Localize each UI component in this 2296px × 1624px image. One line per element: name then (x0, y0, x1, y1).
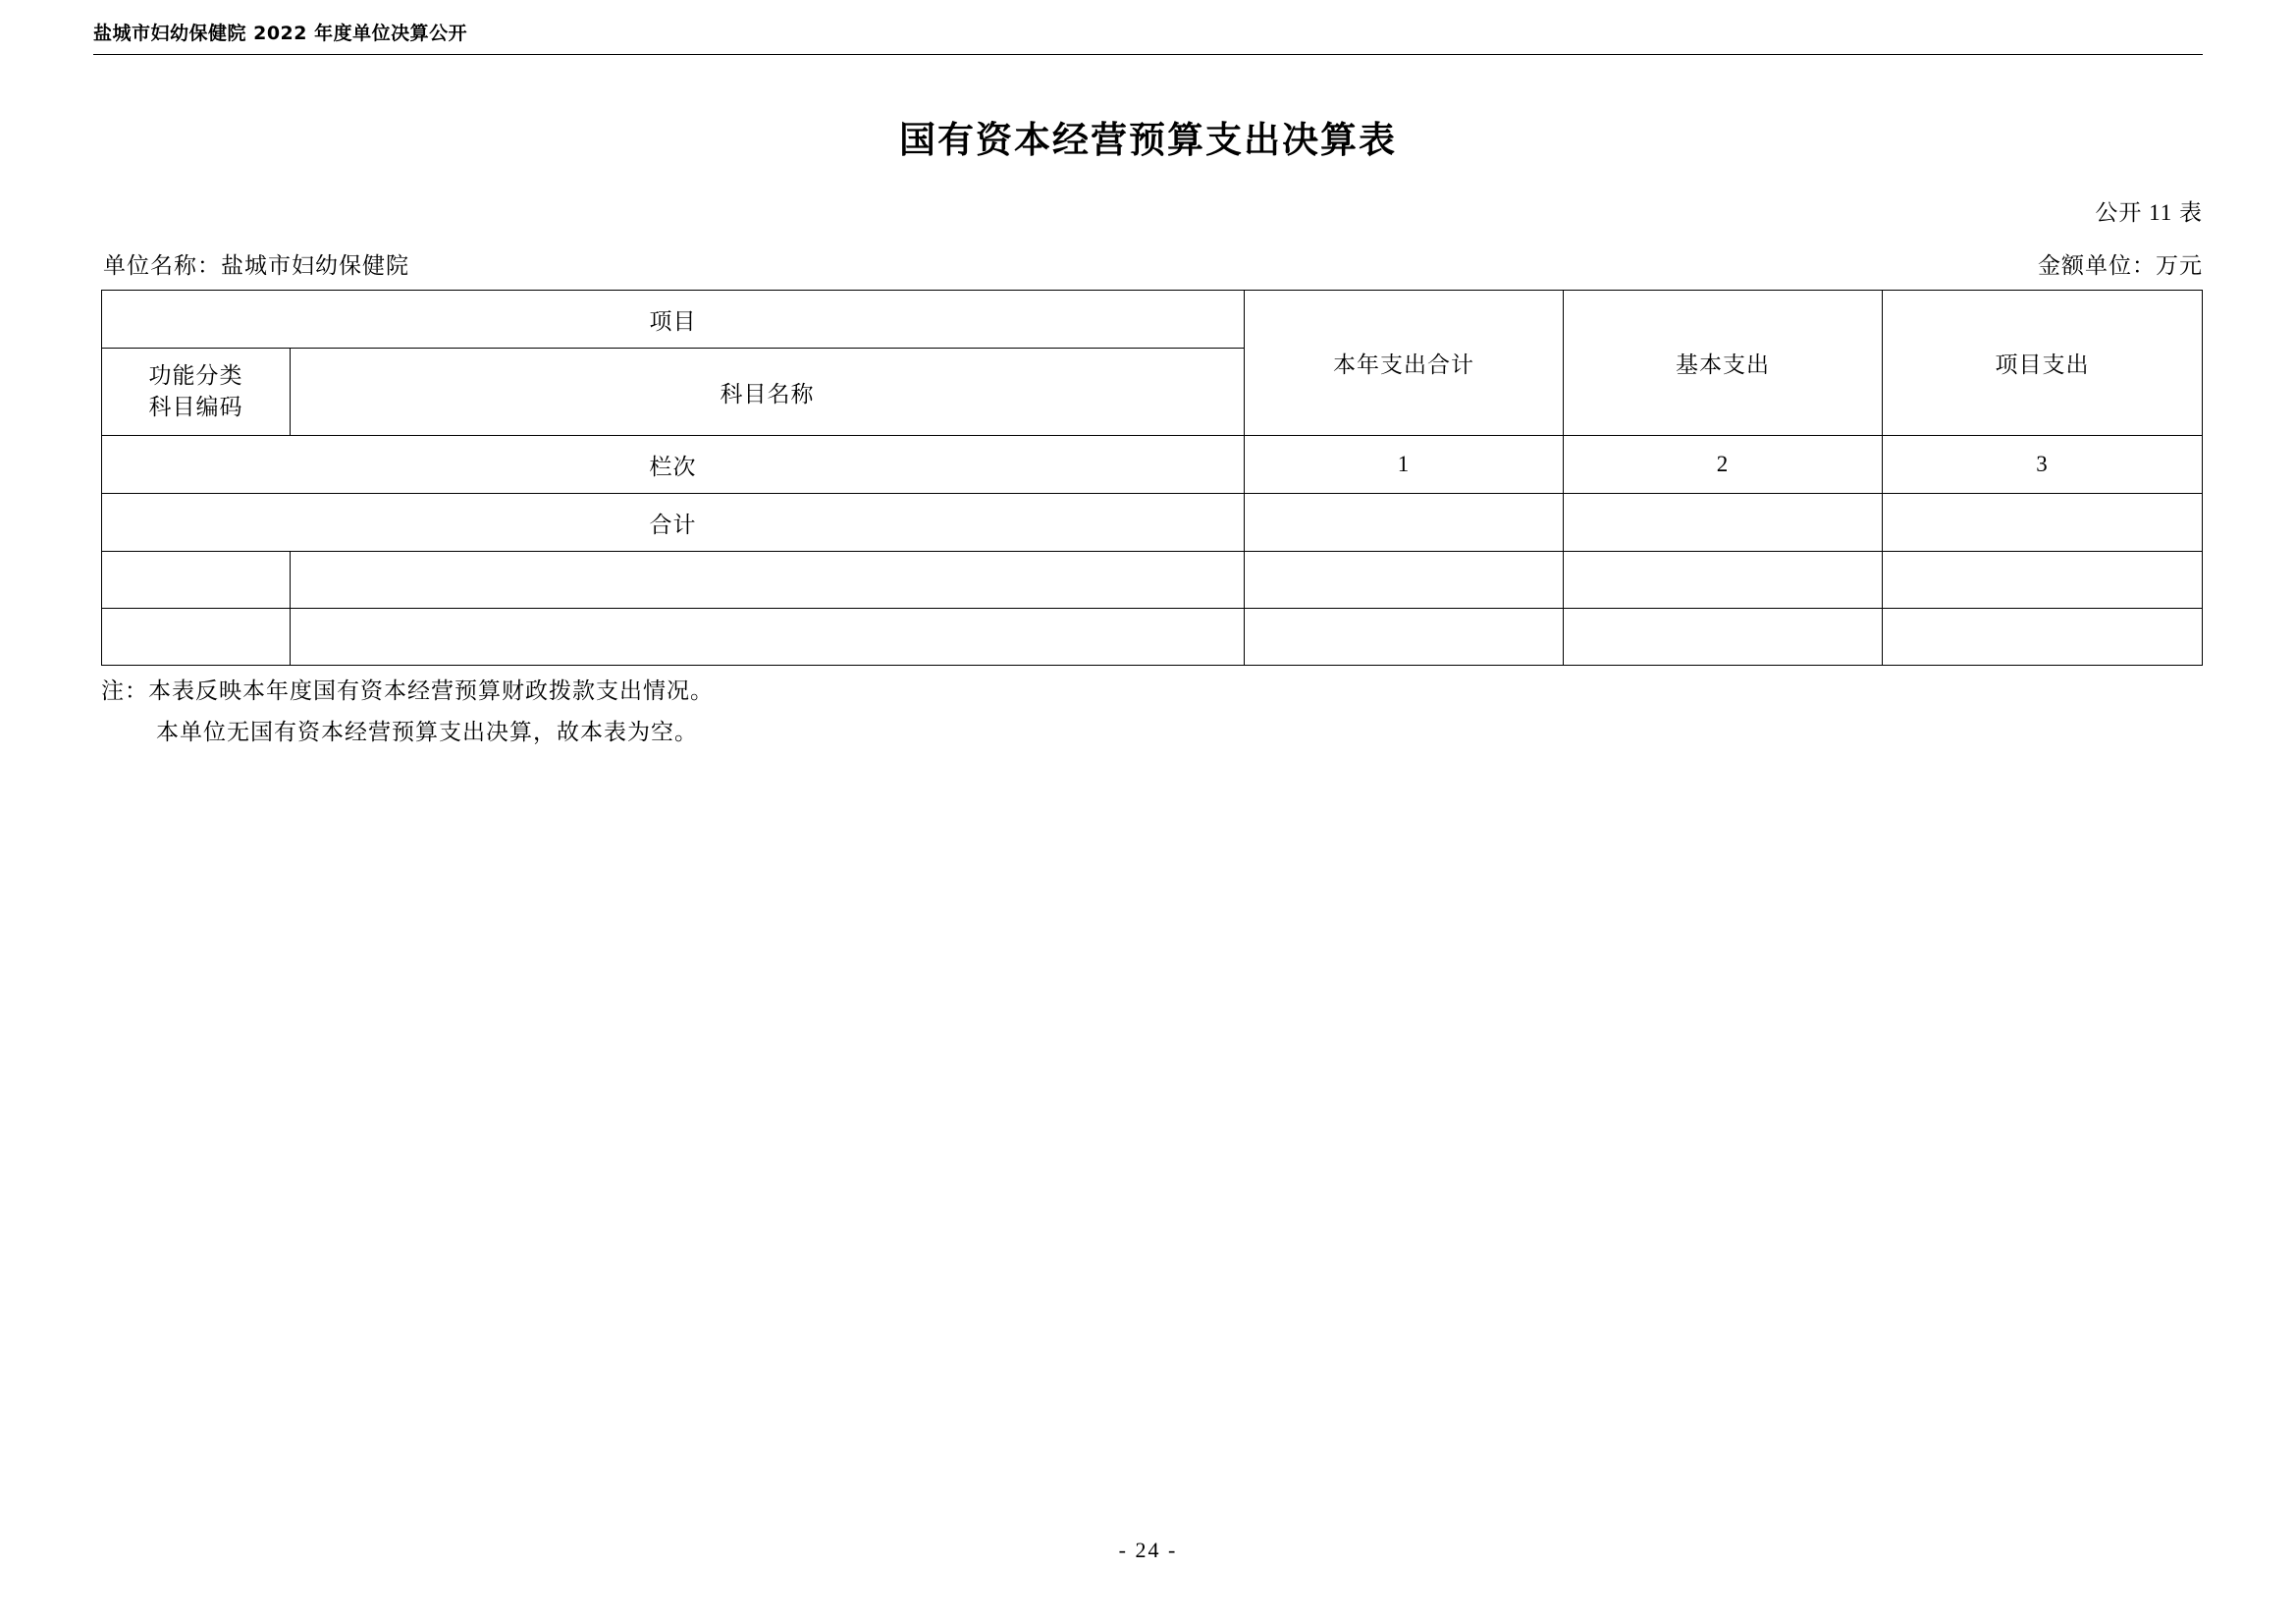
cell-project (1883, 494, 2203, 552)
column-index-1: 1 (1245, 436, 1564, 494)
table-row (102, 552, 2203, 609)
header-cell-function-code-line1: 功能分类 (148, 363, 243, 388)
budget-table (101, 290, 2203, 666)
header-cell-basic: 基本支出 (1564, 291, 1883, 436)
unit-name: 单位名称：盐城市妇幼保健院 (103, 253, 409, 278)
header-cell-subject-name: 科目名称 (291, 349, 1245, 436)
cell-basic (1564, 494, 1883, 552)
table-row (102, 609, 2203, 666)
cell-name (291, 552, 1245, 609)
cell-basic (1564, 609, 1883, 666)
note-line-1: 注：本表反映本年度国有资本经营预算财政拨款支出情况。 (101, 678, 714, 703)
header-divider (93, 54, 2203, 55)
column-index-label: 栏次 (102, 436, 1245, 494)
running-header-text: 盐城市妇幼保健院 2022 年度单位决算公开 (93, 23, 468, 44)
cell-total (1245, 552, 1564, 609)
column-index-2: 2 (1564, 436, 1883, 494)
cell-total (1245, 494, 1564, 552)
cell-project (1883, 609, 2203, 666)
row-label-total: 合计 (102, 494, 1245, 552)
table-row (102, 494, 2203, 552)
cell-code (102, 609, 291, 666)
header-cell-function-code-line2: 科目编码 (148, 395, 243, 419)
table-notes (101, 671, 714, 753)
page-number: - 24 - (1118, 1538, 1178, 1562)
header-cell-group-item: 项目 (102, 291, 1245, 349)
table-header-row-group (102, 291, 2203, 349)
page-title: 国有资本经营预算支出决算表 (899, 119, 1397, 161)
cell-project (1883, 552, 2203, 609)
column-index-3: 3 (1883, 436, 2203, 494)
note-line-2: 本单位无国有资本经营预算支出决算，故本表为空。 (156, 720, 698, 744)
form-number: 公开 11 表 (2095, 200, 2203, 225)
header-cell-function-code (102, 349, 291, 436)
running-header (93, 22, 2203, 61)
amount-unit: 金额单位：万元 (2038, 253, 2203, 278)
budget-table-container (101, 290, 2202, 666)
cell-basic (1564, 552, 1883, 609)
table-row-column-index (102, 436, 2203, 494)
cell-total (1245, 609, 1564, 666)
header-cell-total: 本年支出合计 (1245, 291, 1564, 436)
cell-name (291, 609, 1245, 666)
cell-code (102, 552, 291, 609)
header-cell-project: 项目支出 (1883, 291, 2203, 436)
